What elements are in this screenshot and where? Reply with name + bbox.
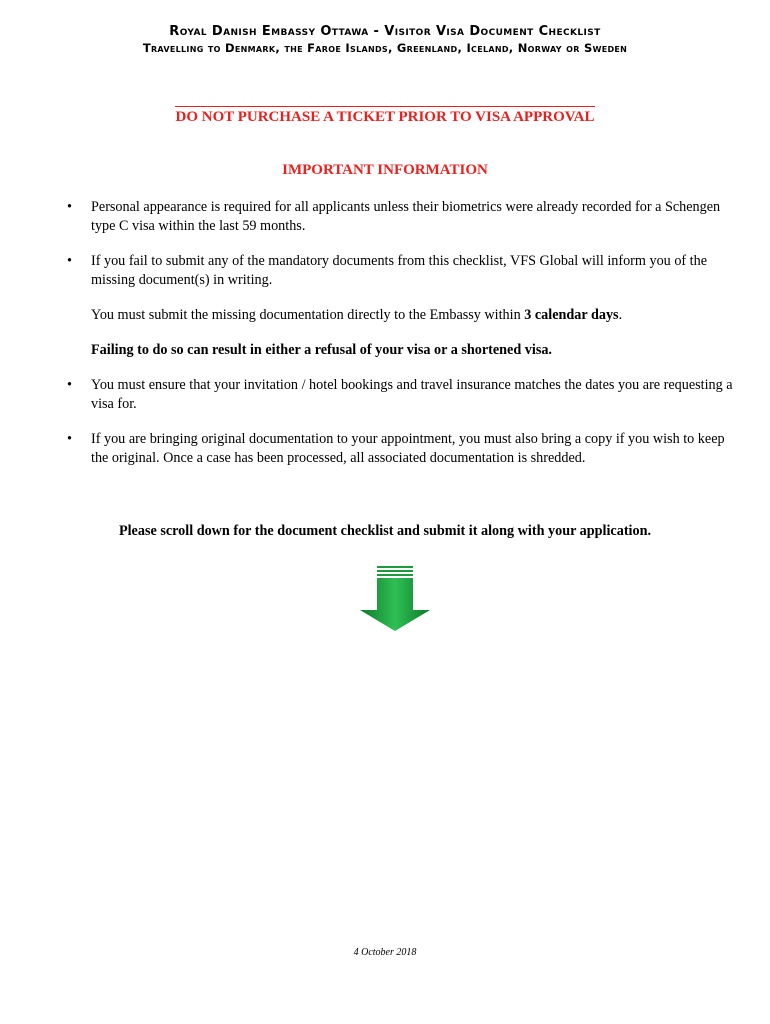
document-date: 4 October 2018: [353, 947, 417, 958]
list-item: [62, 252, 734, 290]
bullet-icon: •: [67, 199, 72, 215]
note-deadline: 3 calendar days: [524, 307, 619, 323]
list-item: [62, 376, 734, 414]
ticket-warning: [0, 106, 770, 126]
information-list: [62, 198, 734, 484]
note-suffix: .: [618, 307, 623, 323]
document-title: Royal Danish Embassy Ottawa - Visitor Visa Document Checklist: [169, 24, 601, 39]
bullet-text-missing-documents: If you fail to submit any of the mandatory documents from this checklist, VFS Global will inform you of the missing document(s) in writing.: [91, 253, 708, 288]
bullet-text-originals: If you are bringing original documentation to your appointment, you must also bring a copy if you wish to keep the original. Once a case has been processed, all associated documentation is shredded.: [91, 431, 725, 466]
important-heading: IMPORTANT INFORMATION: [282, 162, 488, 178]
bullet-icon: •: [67, 431, 72, 447]
list-item: [62, 198, 734, 236]
ticket-warning-text: DO NOT PURCHASE A TICKET PRIOR TO VISA APPROVAL: [175, 106, 594, 126]
bullet-text-biometrics: Personal appearance is required for all applicants unless their biometrics were already recorded for a Schengen type C visa within the last 59 months.: [91, 199, 721, 234]
bullet-text-dates: You must ensure that your invitation / hotel bookings and travel insurance matches the dates you are requesting a visa for.: [91, 377, 733, 412]
refusal-warning: Failing to do so can result in either a refusal of your visa or a shortened visa.: [91, 342, 552, 358]
missing-docs-note: [62, 306, 734, 325]
down-arrow-icon: [358, 566, 432, 632]
list-item: [62, 430, 734, 468]
scroll-instruction: Please scroll down for the document checklist and submit it along with your application.: [118, 523, 652, 539]
document-subtitle: Travelling to Denmark, the Faroe Islands, Greenland, Iceland, Norway or Sweden: [142, 41, 628, 55]
note-prefix: You must submit the missing documentation directly to the Embassy within: [91, 307, 525, 323]
bullet-icon: •: [67, 253, 72, 269]
bullet-icon: •: [67, 377, 72, 393]
